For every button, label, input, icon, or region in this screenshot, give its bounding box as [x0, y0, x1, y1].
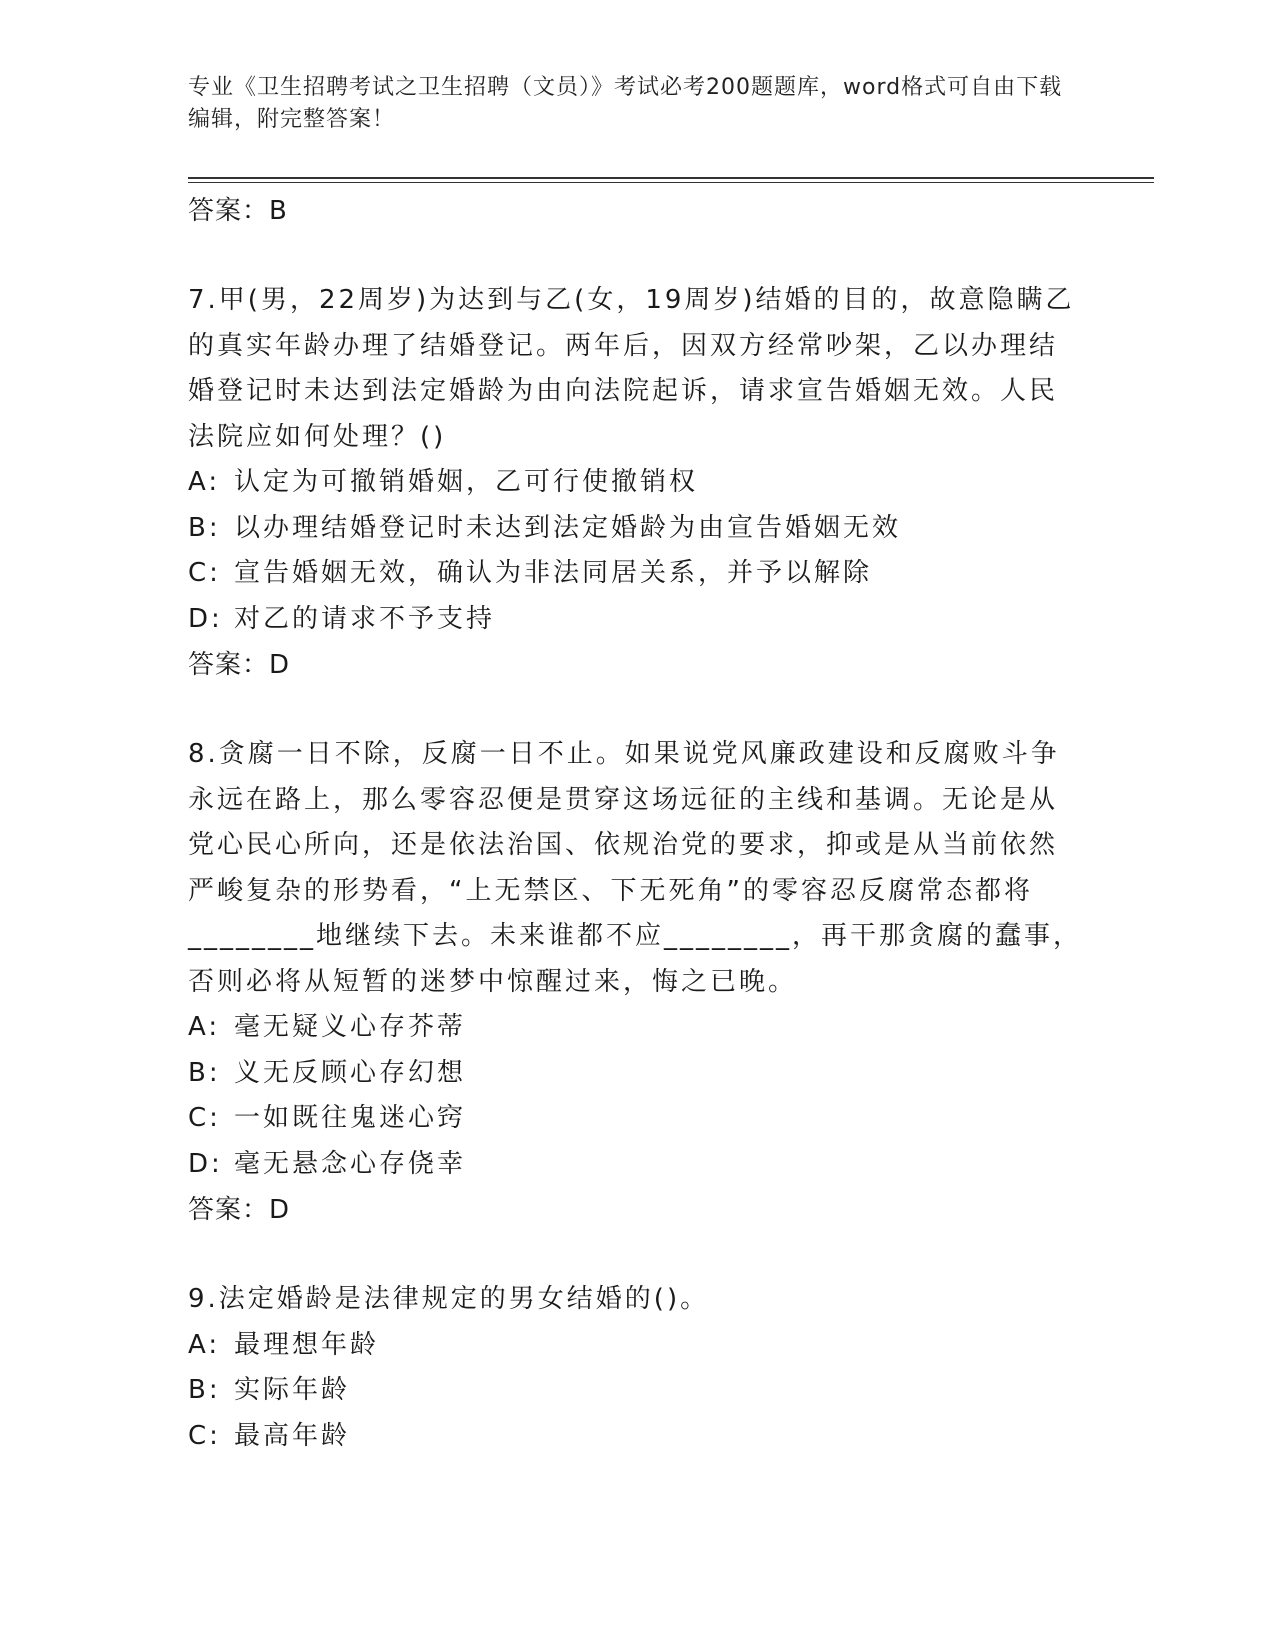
page-header: 专业《卫生招聘考试之卫生招聘（文员）》考试必考200题题库，word格式可自由下载编辑，附完整答案！ — [188, 75, 1063, 132]
option-text: 毫无疑义心存芥蒂 — [234, 1012, 467, 1042]
question-stem: 婚登记时未达到法定婚龄为由向法院起诉，请求宣告婚姻无效。人民 — [188, 376, 1059, 406]
option-letter: A: — [188, 1012, 221, 1042]
option-text: 最理想年龄 — [234, 1329, 380, 1360]
option-d — [188, 597, 1088, 643]
option-text: 宣告婚姻无效，确认为非法同居关系，并予以解除 — [234, 558, 873, 588]
option-letter: B: — [188, 1375, 221, 1405]
option-b — [188, 1051, 1088, 1097]
question-stem: ________地继续下去。未来谁都不应________，再干那贪腐的蠢事， — [188, 921, 1083, 951]
question-stem: 8.贪腐一日不除，反腐一日不止。如果说党风廉政建设和反腐败斗争 — [188, 739, 1060, 769]
option-text: 一如既往鬼迷心窍 — [234, 1103, 467, 1133]
question-stem: 否则必将从短暂的迷梦中惊醒过来，悔之已晚。 — [188, 966, 798, 997]
answer-line: 答案：D — [188, 650, 291, 680]
option-c — [188, 551, 1088, 597]
option-a — [188, 460, 1088, 506]
question-stem: 严峻复杂的形势看，“上无禁区、下无死角”的零容忍反腐常态都将 — [188, 875, 1033, 906]
option-d — [188, 1142, 1088, 1188]
option-text: 义无反顾心存幻想 — [234, 1057, 467, 1088]
question-stem: 9.法定婚龄是法律规定的男女结婚的()。 — [188, 1284, 710, 1314]
option-text: 以办理结婚登记时未达到法定婚龄为由宣告婚姻无效 — [234, 512, 902, 543]
question-block — [188, 1277, 1088, 1459]
option-b — [188, 1368, 1088, 1414]
question-block — [188, 278, 1088, 688]
question-stem: 永远在路上，那么零容忍便是贯穿这场远征的主线和基调。无论是从 — [188, 784, 1059, 815]
answer-line: 答案：B — [188, 196, 288, 226]
header-divider — [188, 177, 1154, 179]
question-list — [188, 188, 1088, 1459]
option-letter: D: — [188, 603, 223, 634]
question-stem: 党心民心所向，还是依法治国、依规治党的要求，抑或是从当前依然 — [188, 830, 1059, 860]
option-letter: A: — [188, 467, 221, 497]
option-letter: C: — [188, 1103, 221, 1133]
answer-line: 答案：D — [188, 1195, 291, 1225]
option-letter: C: — [188, 558, 221, 588]
option-letter: C: — [188, 1420, 221, 1451]
option-a — [188, 1005, 1088, 1051]
option-text: 对乙的请求不予支持 — [234, 603, 496, 634]
option-text: 最高年龄 — [234, 1420, 351, 1451]
question-stem: 法院应如何处理？() — [188, 421, 447, 452]
option-letter: A: — [188, 1329, 221, 1360]
header-divider-thin — [188, 182, 1154, 183]
option-b — [188, 506, 1088, 552]
option-letter: D: — [188, 1148, 223, 1179]
option-a — [188, 1323, 1088, 1369]
option-c — [188, 1414, 1088, 1460]
option-letter: B: — [188, 512, 221, 543]
question-block — [188, 732, 1088, 1233]
question-stem: 7.甲(男，22周岁)为达到与乙(女，19周岁)结婚的目的，故意隐瞒乙 — [188, 285, 1075, 315]
question-stem: 的真实年龄办理了结婚登记。两年后，因双方经常吵架，乙以办理结 — [188, 330, 1059, 361]
option-c — [188, 1096, 1088, 1142]
option-text: 毫无悬念心存侥幸 — [234, 1148, 467, 1179]
option-text: 实际年龄 — [234, 1375, 351, 1405]
option-text: 认定为可撤销婚姻，乙可行使撤销权 — [234, 467, 699, 497]
option-letter: B: — [188, 1057, 221, 1088]
